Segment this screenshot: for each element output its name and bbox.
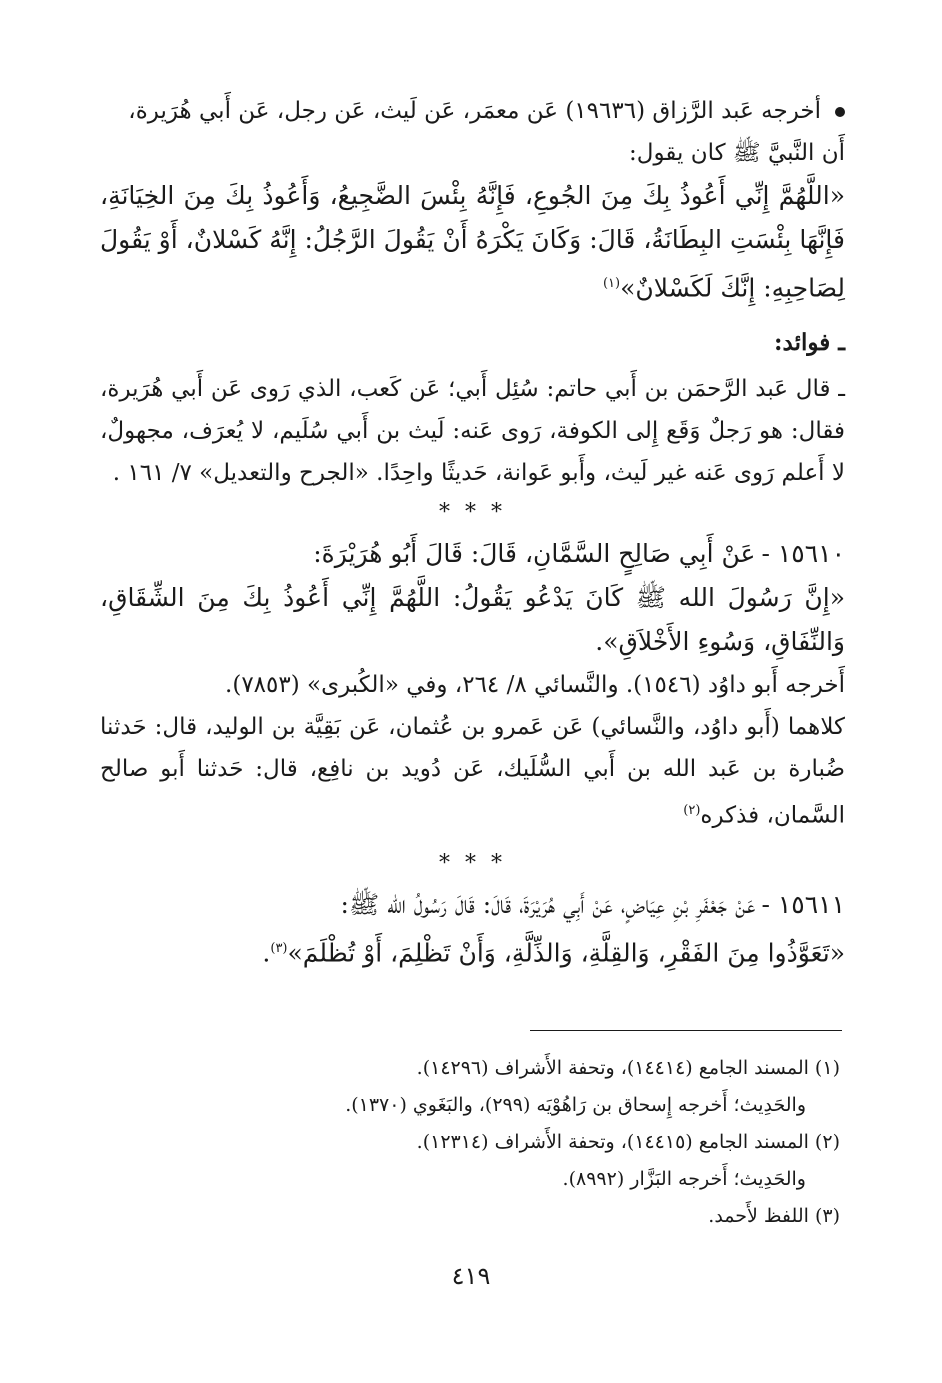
section-separator-2: * * *: [439, 850, 506, 876]
footnote-ref-1: (١): [602, 276, 621, 291]
hadith-quote-1: [100, 174, 845, 310]
hadith-number: ١٥٦١٠ -: [761, 539, 845, 569]
hadith-text: [100, 927, 845, 975]
footnote-divider: [530, 1030, 842, 1031]
footnote-2: (٢) المسند الجامع (١٤٤١٥)، وتحفة الأَشراف (١٢٣١٤).: [416, 1131, 840, 1153]
quote-text: «اللَّهُمَّ إِنِّي أَعُوذُ بِكَ مِنَ الجُوعِ، فَإِنَّهُ بِئْسَ الضَّجِيعُ، وَأَعُوذُ بِكَ مِنَ الخِيَانَةِ، فَإِنَّهَا بِئْسَتِ البِطَانَةُ، قَالَ: وَكَانَ يَكْرَهُ أَنْ يَقُولَ الرَّجُلُ: إِنَّهُ كَسْلانٌ، أَوْ يَقُولَ لِصَاحِبِهِ: إِنَّكَ لَكَسْلانٌ»: [100, 181, 845, 303]
hadith-text-end: .: [262, 938, 271, 968]
hadith-text: «إِنَّ رَسُولَ الله ﷺ كَانَ يَدْعُو يَقُولُ: اللَّهُمَّ إِنِّي أَعُوذُ بِكَ مِنَ الشِّقَاقِ، وَالنِّفَاقِ، وَسُوءِ الأَخْلاَقِ».: [100, 583, 845, 657]
hadith-isnad: [100, 706, 845, 837]
hadith-chain: عَنْ أَبِي صَالِحٍ السَّمَّانِ، قَالَ: قَالَ أَبُو هُرَيْرَةَ:: [313, 539, 756, 569]
footnote-3: (٣) اللفظ لأَحمد.: [708, 1205, 840, 1227]
fawaid-text: ـ قال عَبد الرَّحمَن بن أَبي حاتم: سُئِل أَبي؛ عَن كَعب، الذي رَوى عَن أَبي هُرَيرة، فقال: هو رَجلٌ وَقَع إِلى الكوفة، رَوى عَنه: لَيث بن أَبي سُلَيم، لا يُعرَف، مجهولٌ، لا أَعلم رَوى عَنه غير لَيث، وأَبو عَوانة، حَديثًا واحِدًا. «الجرح والتعديل» ٧/ ١٦١ .: [100, 376, 845, 487]
hadith-chain: عَنْ جَعْفَرِ بْنِ عِيَاضٍ، عَنْ أَبِي هُرَيْرَةَ، قَالَ: قَالَ رَسُولُ الله ﷺ:: [340, 889, 756, 919]
intro-line-1: [100, 90, 845, 132]
hadith-15611: [100, 883, 845, 975]
hadith-takhrij: أَخرجه أَبو داوُد (١٥٤٦). والنَّسائي ٨/ ٢٦٤، وفي «الكُبرى» (٧٨٥٣).: [225, 672, 845, 699]
footnotes: [100, 1050, 840, 1235]
page-number: ٤١٩: [451, 1262, 491, 1290]
intro-text-1: أخرجه عَبد الرَّزاق (١٩٦٣٦) عَن معمَر، عَن لَيث، عَن رجل، عَن أَبي هُرَيرة،: [128, 98, 821, 124]
footnote-1: (١) المسند الجامع (١٤٤١٤)، وتحفة الأَشراف (١٤٢٩٦).: [416, 1057, 840, 1079]
bullet-icon: [835, 107, 845, 117]
footnote-1-cont: والحَدِيث؛ أَخرجه إِسحاق بن رَاهُوْيَه (٢٩٩)، والبَغَوي (١٣٧٠).: [345, 1094, 806, 1116]
section-separator-1: * * *: [439, 500, 506, 526]
hadith-15610-chain-line: [100, 532, 845, 576]
intro-line-2: أَن النَّبيَّ ﷺ كان يقول:: [629, 140, 845, 166]
footnote-ref-3: (٣): [270, 940, 288, 956]
hadith-number: ١٥٦١١ -: [761, 889, 845, 919]
fawaid-heading: ـ فوائد:: [774, 329, 845, 357]
hadith-text-content: «تَعَوَّذُوا مِنَ الفَقْرِ، وَالقِلَّةِ، وَالذِّلَّةِ، وَأَنْ تَظْلِمَ، أَوْ تُظْلَمَ»: [287, 938, 845, 968]
page-body: [100, 90, 845, 985]
footnote-2-cont: والحَدِيث؛ أَخرجه البَزَّار (٨٩٩٢).: [562, 1168, 806, 1190]
isnad-text: كلاهما (أَبو داوُد، والنَّسائي) عَن عَمرو بن عُثمان، عَن بَقِيَّة بن الوليد، قال: حَدثنا ضُبارة بن عَبد الله بن أَبي السُّلَيك، عَن دُويد بن نافِع، قال: حَدثنا أَبو صالح السَّمان، فذكره: [100, 714, 845, 829]
hadith-15611-chain-line: [100, 883, 845, 927]
hadith-15610: [100, 532, 845, 837]
footnote-ref-2: (٢): [683, 803, 701, 819]
